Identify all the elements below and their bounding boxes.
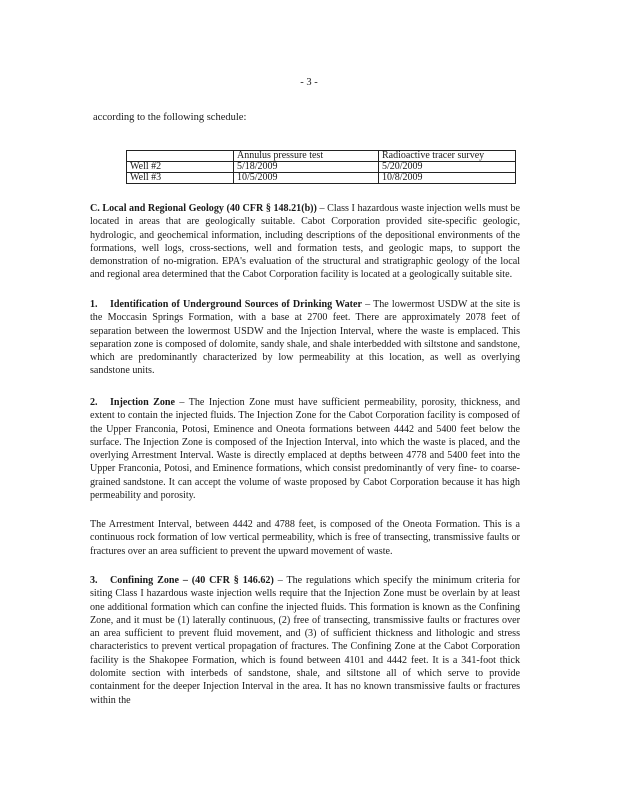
- page-number: - 3 -: [300, 77, 318, 88]
- section-1-number: 1.: [90, 299, 98, 310]
- section-c-heading: C. Local and Regional Geology (40 CFR § 148.21(b)): [90, 203, 317, 214]
- table-cell: Well #2: [127, 162, 234, 173]
- section-2-number: 2.: [90, 397, 98, 408]
- table-header-cell: [127, 151, 234, 162]
- table-cell: 5/18/2009: [234, 162, 379, 173]
- table-cell: 5/20/2009: [379, 162, 516, 173]
- table-header-cell: Annulus pressure test: [234, 151, 379, 162]
- table-header-row: [127, 151, 516, 162]
- table-cell: 10/8/2009: [379, 173, 516, 184]
- section-c-body: – Class I hazardous waste injection wells must be located in areas that are geologically suitable. Cabot Corporation provided site-specific geologic, hydrologic, and geochemical information, including descriptions of the depositional environments of the formations, well logs, cross-sections, well and formation tests, and geologic maps, to support the demonstration of no-migration. EPA's evaluation of the structural and stratigraphic geology of the local and regional area determined that the Cabot Corporation facility is located at a geologically suitable site.: [90, 203, 520, 281]
- section-3-heading: Confining Zone – (40 CFR § 146.62): [110, 575, 274, 586]
- table-cell: 10/5/2009: [234, 173, 379, 184]
- section-1-body: – The lowermost USDW at the site is the Moccasin Springs Formation, with a base at 2700 feet. There are approximately 2078 feet of separation between the lowermost USDW and the Injection Interval, where the waste is emplaced. This separation zone is composed of dolomite, sandy shale, and shale interbedded with siltstone and sandstone, which are predominantly characterized by low permeability at this location, as well as overlying sandstone units.: [90, 299, 521, 377]
- arrestment-paragraph: The Arrestment Interval, between 4442 and 4788 feet, is composed of the Oneota Formation. This is a continuous rock formation of low vertical permeability, which is free of transecting, transmissive faults or fractures over an area sufficient to prevent the upward movement of waste.: [90, 519, 520, 557]
- section-3-paragraph: [90, 574, 520, 707]
- table-row: [127, 173, 516, 184]
- section-c-paragraph: [90, 202, 520, 282]
- section-1-paragraph: [90, 298, 520, 378]
- table-header-cell: Radioactive tracer survey: [379, 151, 516, 162]
- section-3-body: – The regulations which specify the minimum criteria for siting Class I hazardous waste injection wells require that the Injection Zone must be overlain by at least one additional formation which can confine the injected fluids. This formation is known as the Confining Zone, and it must be (1) laterally continuous, (2) free of transecting, transmissive faults or fractures over an area sufficient to prevent fluid movement, and (3) of sufficient thickness and lithologic and stress characteristics to prevent vertical propagation of fractures. The Confining Zone at the Cabot Corporation facility is the Shakopee Formation, which is found between 4101 and 4442 feet. It is a 341-foot thick dolomite section with interbeds of sandstone, shale, and siltstone all of which serve to provide containment for the deeper Injection Interval in the area. It has no known transmissive faults or fractures within the: [90, 575, 520, 706]
- section-3-number: 3.: [90, 575, 98, 586]
- section-2-body: – The Injection Zone must have sufficient permeability, porosity, thickness, and extent to contain the injected fluids. The Injection Zone for the Cabot Corporation facility is composed of the Upper Franconia, Potosi, Eminence and Oneota formations between 4442 and 5400 feet below the surface. The Injection Zone is composed of the Injection Interval, into which the waste is placed, and the overlying Arrestment Interval. Waste is directly emplaced at depths between 4778 and 5400 feet into the Upper Franconia, Potosi, and Eminence formations, which consist predominantly of very fine- to coarse-grained sandstone. It can accept the volume of waste proposed by Cabot Corporation because it has high permeability and porosity.: [90, 397, 520, 502]
- section-1-heading: Identification of Underground Sources of Drinking Water: [110, 299, 362, 310]
- section-2-paragraph: [90, 396, 520, 502]
- test-schedule-table: [126, 150, 516, 184]
- table-cell: Well #3: [127, 173, 234, 184]
- table-row: [127, 162, 516, 173]
- section-2-heading: Injection Zone: [110, 397, 175, 408]
- intro-text: according to the following schedule:: [93, 112, 247, 123]
